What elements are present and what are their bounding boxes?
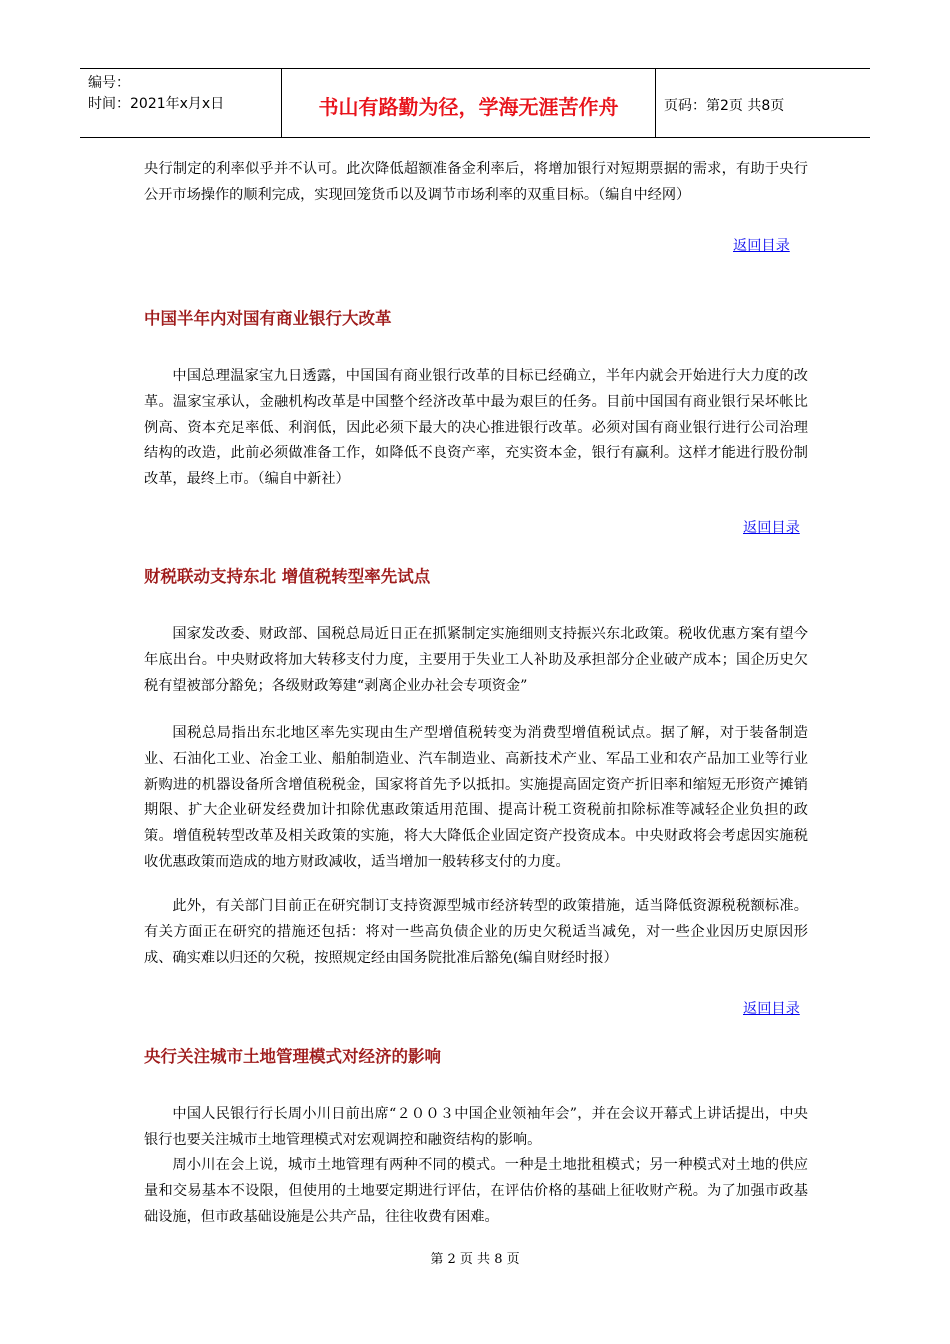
document-date-label: 时间：2021年x月x日	[88, 96, 225, 112]
article-paragraph: 此外，有关部门目前正在研究制订支持资源型城市经济转型的政策措施，适当降低资源税税额标准。有关方面正在研究的措施还包括：将对一些高负债企业的历史欠税适当减免，对一些企业因历史原因形成、确实难以归还的欠税，按照规定经由国务院批准后豁免(编自财经时报）	[144, 898, 808, 966]
page-footer: 第 2 页 共 8 页	[430, 1252, 520, 1267]
article-paragraph: 国税总局指出东北地区率先实现由生产型增值税转变为消费型增值税试点。据了解，对于装备制造业、石油化工业、冶金工业、船舶制造业、汽车制造业、高新技术产业、军品工业和农产品加工业等行业新购进的机器设备所含增值税税金，国家将首先予以抵扣。实施提高固定资产折旧率和缩短无形资产摊销期限、扩大企业研发经费加计扣除优惠政策适用范围、提高计税工资税前扣除标准等减轻企业负担的政策。增值税转型改革及相关政策的实施，将大大降低企业固定资产投资成本。中央财政将会考虑因实施税收优惠政策而造成的地方财政减收，适当增加一般转移支付的力度。	[144, 725, 808, 870]
back-to-contents-link[interactable]: 返回目录	[743, 520, 800, 536]
back-to-contents-link[interactable]: 返回目录	[733, 238, 790, 254]
article-title: 中国半年内对国有商业银行大改革	[144, 309, 392, 328]
article-paragraph: 中国人民银行行长周小川日前出席“２００３中国企业领袖年会”，并在会议开幕式上讲话提出，中央银行也要关注城市土地管理模式对宏观调控和融资结构的影响。	[144, 1106, 808, 1148]
header-meta	[80, 69, 282, 137]
header-motto: 书山有路勤为径，学海无涯苦作舟	[282, 69, 656, 137]
article-paragraph: 国家发改委、财政部、国税总局近日正在抓紧制定实施细则支持振兴东北政策。税收优惠方案有望今年底出台。中央财政将加大转移支付力度，主要用于失业工人补助及承担部分企业破产成本；国企历史欠税有望被部分豁免；各级财政筹建“剥离企业办社会专项资金”	[144, 626, 808, 694]
article-title: 央行关注城市土地管理模式对经济的影响	[144, 1047, 441, 1066]
article-paragraph: 中国总理温家宝九日透露，中国国有商业银行改革的目标已经确立，半年内就会开始进行大力度的改革。温家宝承认，金融机构改革是中国整个经济改革中最为艰巨的任务。目前中国国有商业银行呆坏帐比例高、资本充足率低、利润低，因此必须下最大的决心推进银行改革。必须对国有商业银行进行公司治理结构的改造，此前必须做准备工作，如降低不良资产率，充实资本金，银行有赢利。这样才能进行股份制改革，最终上市。（编自中新社）	[144, 368, 808, 488]
intro-paragraph: 央行制定的利率似乎并不认可。此次降低超额准备金利率后，将增加银行对短期票据的需求，有助于央行公开市场操作的顺利完成，实现回笼货币以及调节市场利率的双重目标。（编自中经网）	[144, 161, 808, 203]
back-to-contents-link[interactable]: 返回目录	[743, 1001, 800, 1017]
page-header	[80, 68, 870, 138]
document-number-label: 编号：	[88, 75, 130, 91]
article-title: 财税联动支持东北 增值税转型率先试点	[144, 567, 431, 586]
header-page-info: 页码：第2页 共8页	[664, 98, 785, 114]
article-paragraph: 周小川在会上说，城市土地管理有两种不同的模式。一种是土地批租模式；另一种模式对土地的供应量和交易基本不设限，但使用的土地要定期进行评估，在评估价格的基础上征收财产税。为了加强市政基础设施，但市政基础设施是公共产品，往往收费有困难。	[144, 1157, 808, 1225]
